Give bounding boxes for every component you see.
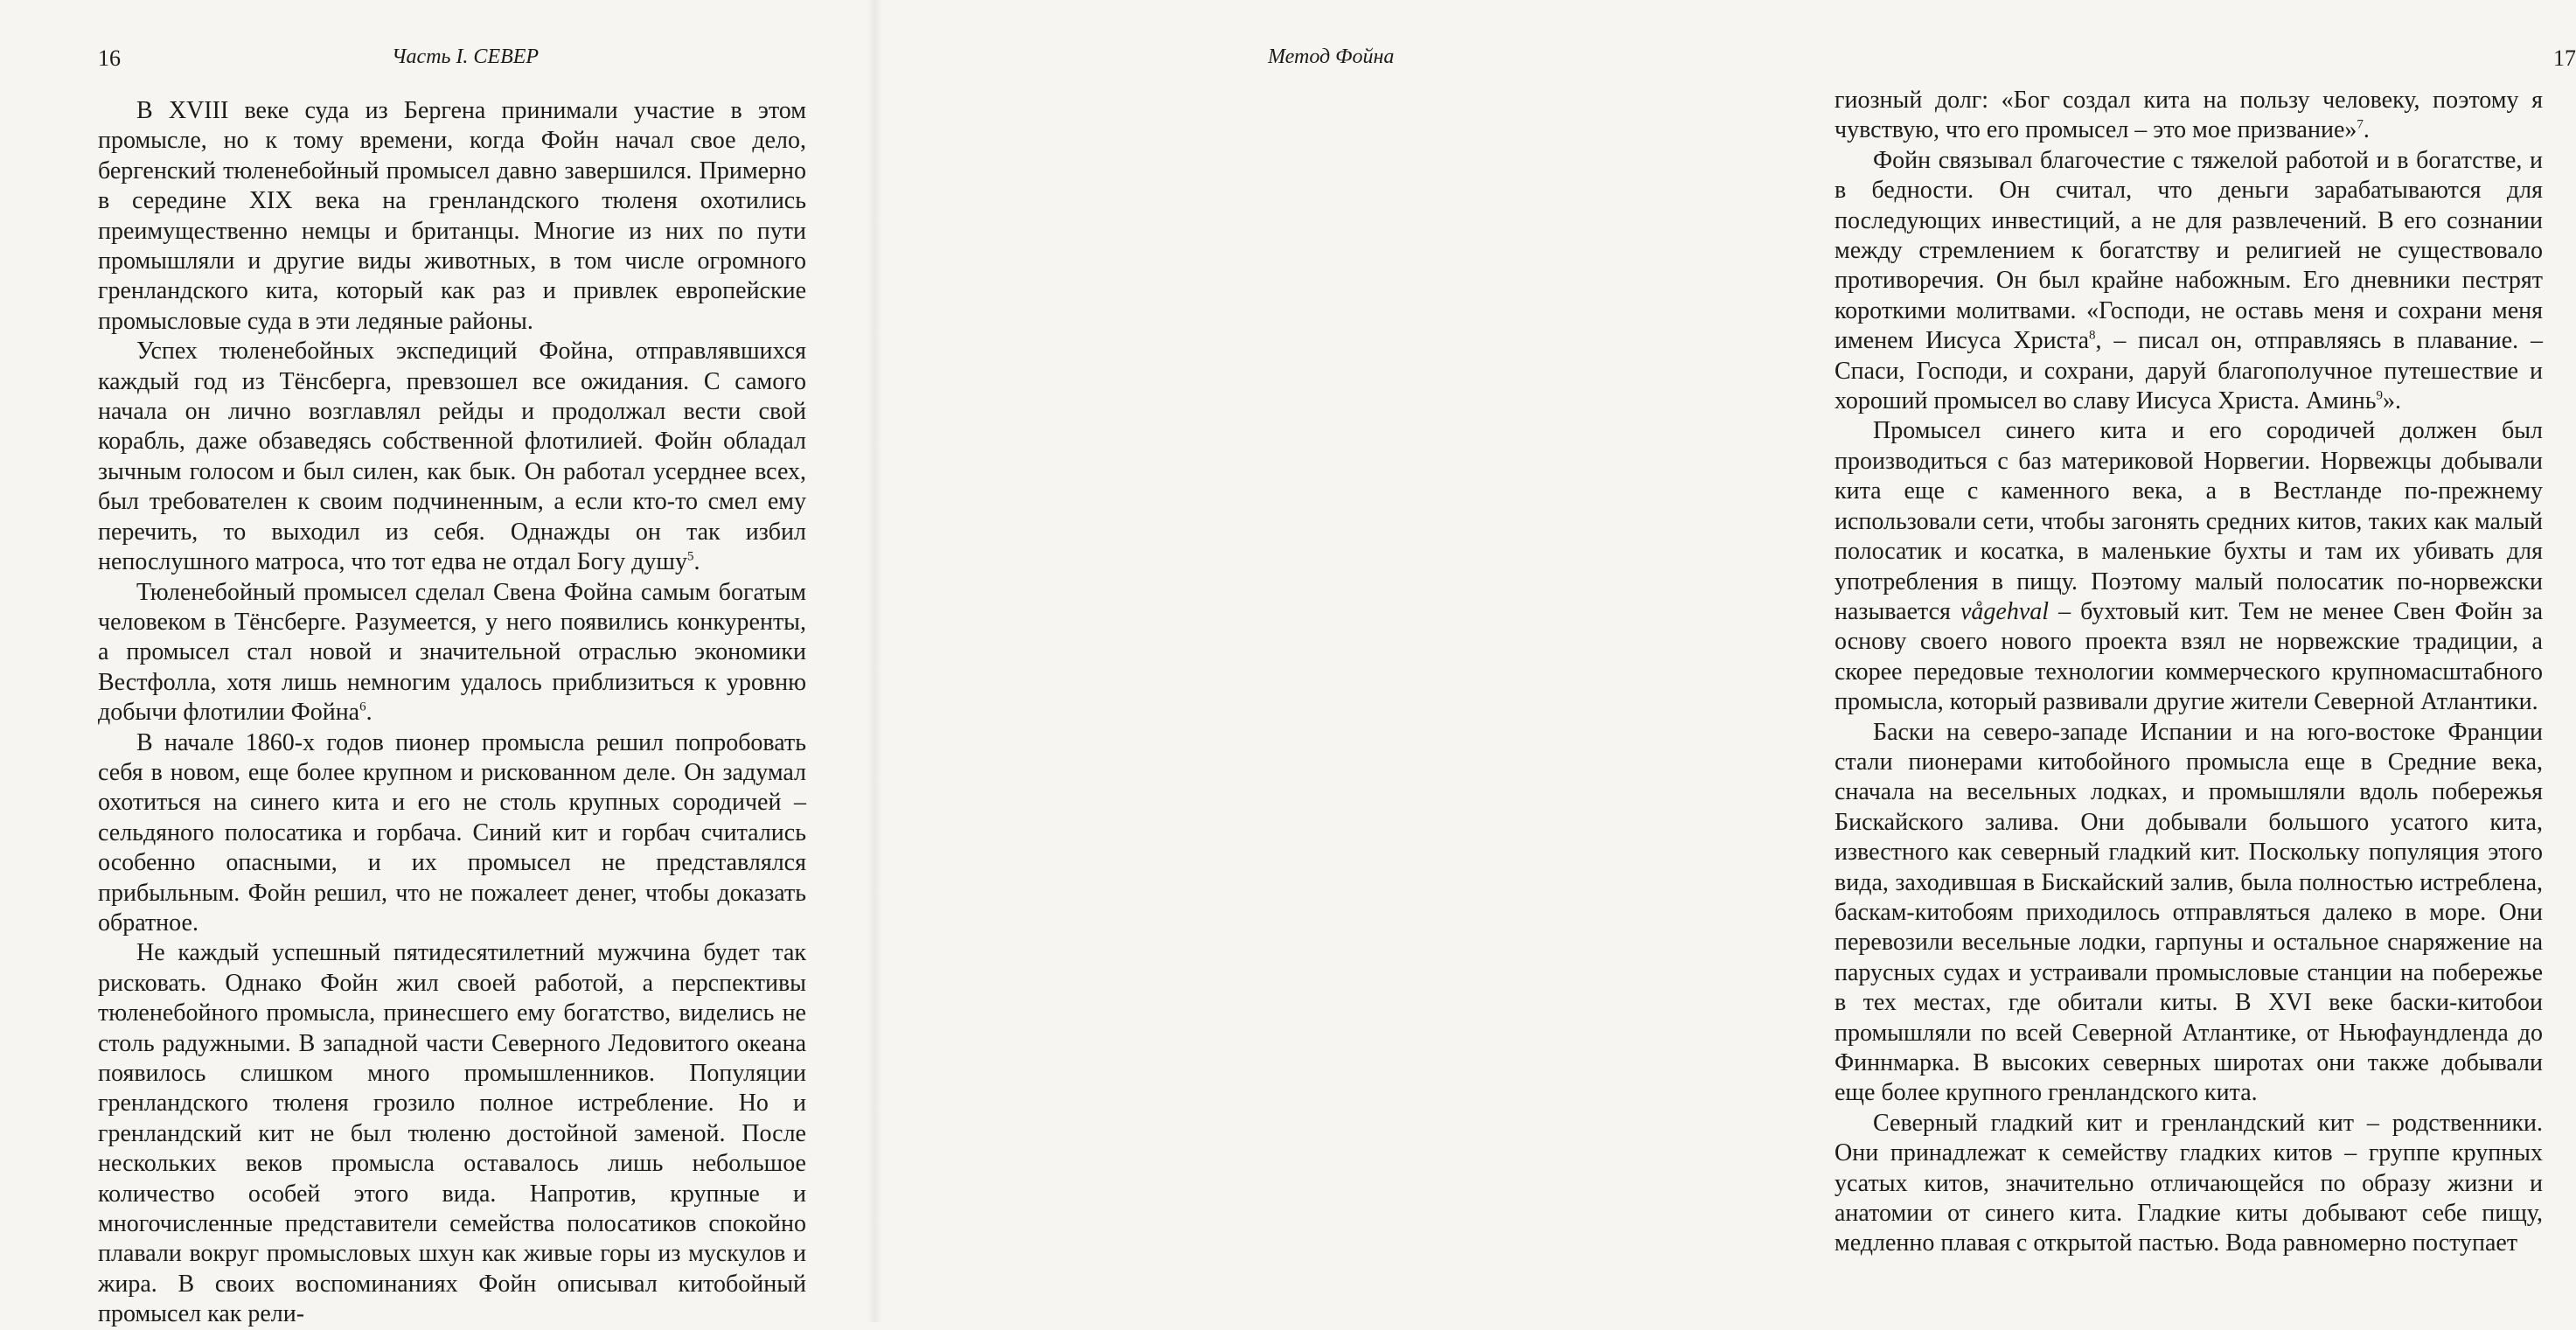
- paragraph: Тюленебойный промысел сделал Свена Фойна самым богатым человеком в Тёнсберге. Разумеется, у него появились конкуренты, а промысел стал новой и значительной отраслью экономики Вестфолла, хотя лишь немногим удалось приблизиться к уровню добычи флотилии Фойна$^6$.: [98, 578, 806, 727]
- footnote-ref: 8: [2089, 328, 2096, 343]
- right-text-column: [1835, 86, 2543, 1259]
- paragraph: Северный гладкий кит и гренландский кит – родственники. Они принадлежат к семейству гладких китов – группе крупных усатых китов, значительно отличающейся по образу жизни и анатомии от синего кита. Гладкие киты добывают себе пищу, медленно плавая с открытой пастью. Вода равномерно поступает: [1835, 1109, 2543, 1257]
- paragraph: Баски на северо-западе Испании и на юго-востоке Франции стали пионерами китобойного промысла еще в Средние века, сначала на весельных лодках, и промышляли вдоль побережья Бискайского залива. Они добывали большого усатого кита, известного как северный гладкий кит. Поскольку популяция этого вида, заходившая в Бискайский залив, была полностью истреблена, баскам-китобоям приходилось отправляться далеко в море. Они перевозили весельные лодки, гарпуны и остальное снаряжение на парусных судах и устраивали промысловые станции на побережье в тех местах, где обитали киты. В XVI веке баски-китобои промышляли по всей Северной Атлантике, от Ньюфаундленда до Финнмарка. В высоких северных широтах они также добывали еще более крупного гренландского кита.: [1835, 718, 2543, 1107]
- paragraph: Фойн связывал благочестие с тяжелой работой и в богатстве, и в бедности. Он считал, что деньги зарабатываются для последующих инвестиций, а не для развлечений. В его сознании между стремлением к богатству и религией не существовало противоречия. Он был крайне набожным. Его дневники пестрят короткими молитвами. «Господи, не оставь меня и сохрани меня именем Иисуса Христа$^8$, – писал он, отправляясь в плавание. – Спаси, Господи, и сохрани, даруй благополучное путешествие и хороший промысел во славу Иисуса Христа. Аминь$^9$».: [1835, 146, 2543, 415]
- paragraph: гиозный долг: «Бог создал кита на пользу человеку, поэтому я чувствую, что его промысел – это мое призвание»$^7$.: [1835, 87, 2543, 144]
- right-page: [874, 0, 2576, 1322]
- right-running-head: Метод Фойна: [1268, 45, 1395, 68]
- paragraph: Успех тюленебойных экспедиций Фойна, отправлявшихся каждый год из Тёнсберга, превзошел все ожидания. С самого начала он лично возглавлял рейды и продолжал вести свой корабль, даже обзаведясь собственной флотилией. Фойн обладал зычным голосом и был силен, как бык. Он работал усерднее всех, был требователен к своим подчиненным, а если кто-то смел ему перечить, то выходил из себя. Однажды он так избил непослушного матроса, что тот едва не отдал Богу душу$^5$.: [98, 338, 806, 576]
- paragraph: Промысел синего кита и его сородичей должен был производиться с баз материковой Норвегии. Норвежцы добывали кита еще с каменного века, а в Вестланде по-прежнему использовали сети, чтобы загонять средних китов, таких как малый полосатик и косатка, в маленькие бухты и там их убивать для употребления в пищу. Поэтому малый полосатик по-норвежски называется vågehval – бухтовый кит. Тем не менее Свен Фойн за основу своего нового проекта взял не норвежские традиции, а скорее передовые технологии коммерческого крупномасштабного промысла, который развивали другие жители Северной Атлантики.: [1835, 417, 2544, 716]
- left-page: [0, 0, 874, 1328]
- paragraph: Не каждый успешный пятидесятилетний мужчина будет так рисковать. Однако Фойн жил своей работой, а перспективы тюленебойного промысла, принесшего ему богатство, виделись не столь радужными. В западной части Северного Ледовитого океана появилось слишком много промышленников. Популяции гренландского тюленя грозило полное истребление. Но и гренландский кит не был тюленю достойной заменой. После нескольких веков промысла оставалось лишь небольшое количество особей этого вида. Напротив, крупные и многочисленные представители семейства полосатиков спокойно плавали вокруг промысловых шхун как живые горы из мускулов и жира. В своих воспоминаниях Фойн описывал китобойный промысел как рели-: [98, 939, 806, 1328]
- footnote-ref: 9: [2376, 388, 2384, 403]
- footnote-ref: 7: [2357, 118, 2364, 133]
- italic-term: vågehval: [1960, 597, 2050, 625]
- footnote-ref: 6: [359, 700, 366, 714]
- paragraph: В XVIII веке суда из Бергена принимали участие в этом промысле, но к тому времени, когда Фойн начал свое дело, бергенский тюленебойный промысел давно завершился. Примерно в середине XIX века на гренландского тюленя охотились преимущественно немцы и британцы. Многие из них по пути промышляли и другие виды животных, в том числе огромного гренландского кита, который как раз и привлек европейские промысловые суда в эти ледяные районы.: [98, 97, 806, 335]
- footnote-ref: 5: [686, 549, 694, 564]
- left-running-head: Часть I. СЕВЕР: [392, 45, 540, 68]
- right-page-number: 17: [2553, 45, 2576, 71]
- left-page-number: 16: [98, 45, 121, 71]
- paragraph: В начале 1860-х годов пионер промысла решил попробовать себя в новом, еще более крупном и рискованном деле. Он задумал охотиться на синего кита и его не столь крупных сородичей – сельдяного полосатика и горбача. Синий кит и горбач считались особенно опасными, и их промысел не представлялся прибыльным. Фойн решил, что не пожалеет денег, чтобы доказать обратное.: [98, 728, 806, 937]
- left-text-column: [98, 96, 806, 1330]
